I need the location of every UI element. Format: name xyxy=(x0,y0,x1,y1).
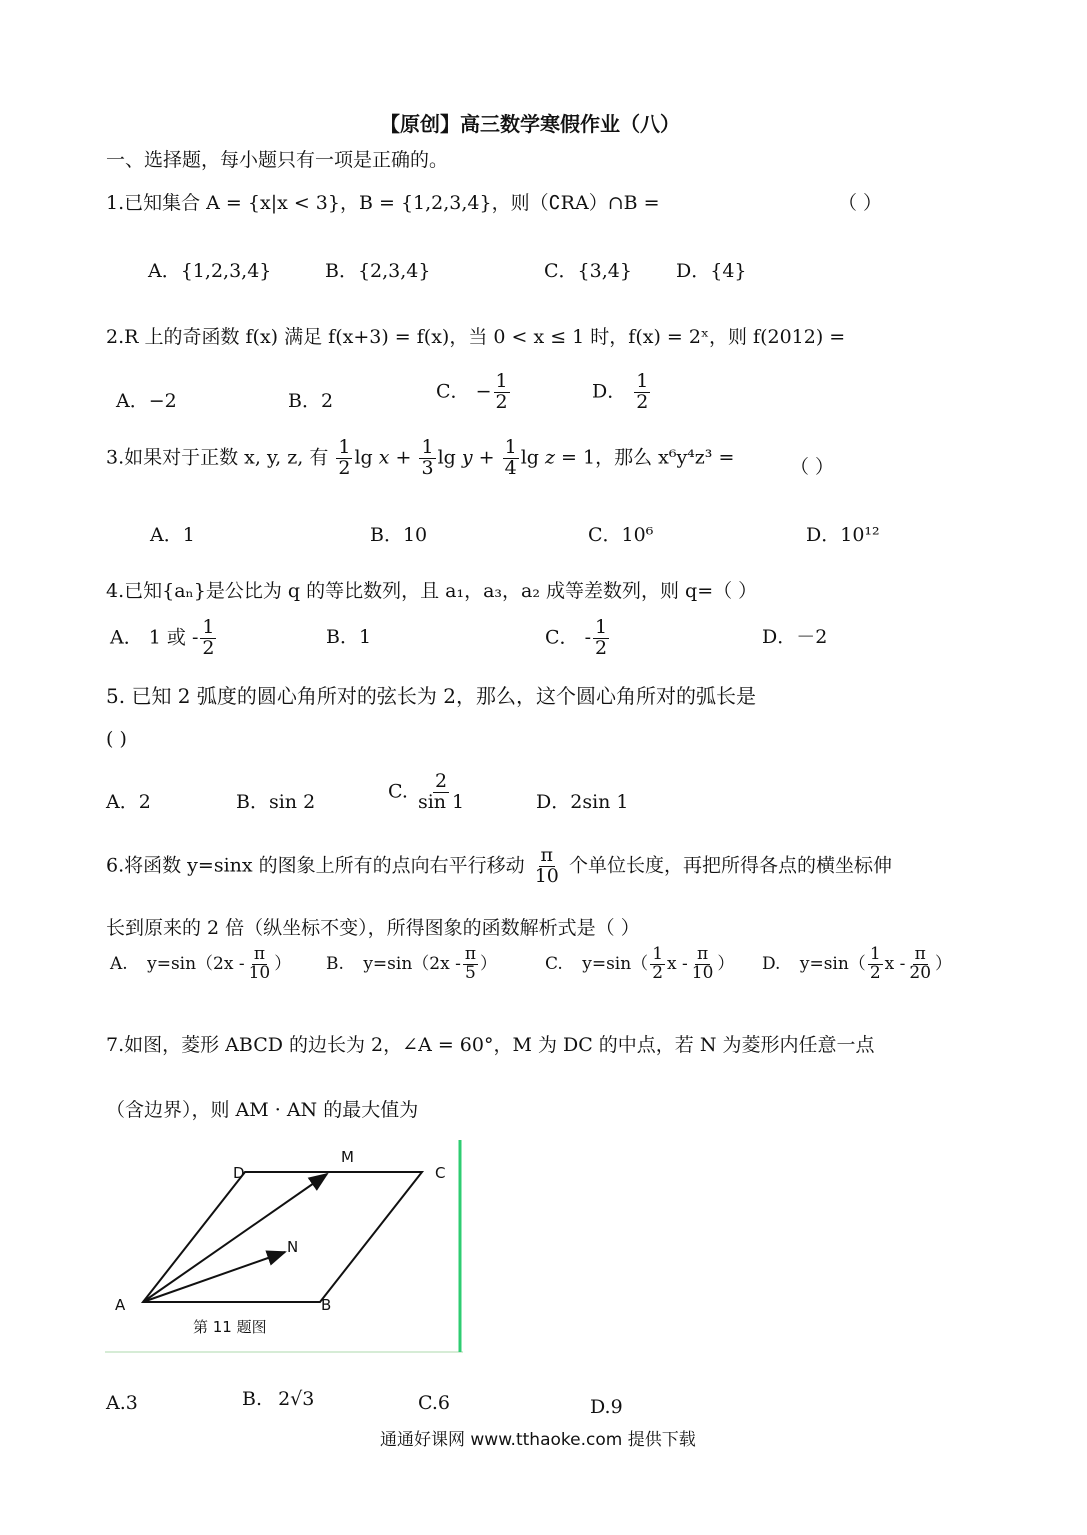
q2-option-c-label: C． xyxy=(436,380,470,403)
q6-option-a-label: A. xyxy=(110,953,128,974)
q5-option-d: D．2sin 1 xyxy=(536,791,629,813)
q1-option-c: C．{3,4} xyxy=(544,260,632,282)
label-d: D xyxy=(233,1164,245,1182)
q1-option-a: A．{1,2,3,4} xyxy=(148,260,272,282)
q6-stem-pre: 6.将函数 y=sinx 的图象上所有的点向右平行移动 xyxy=(106,854,525,877)
q6-option-a: A. y=sin（2x - $\frac{\pi}{10}$ ） xyxy=(110,944,292,983)
q1-paren: （ ） xyxy=(838,192,883,214)
label-n: N xyxy=(287,1238,299,1256)
q1-option-b: B．{2,3,4} xyxy=(325,260,431,282)
q6-stem-post: 个单位长度，再把所得各点的横坐标伸 xyxy=(568,854,892,877)
q1-stem: 1.已知集合 A = {x|x < 3}，B = {1,2,3,4}，则（∁RA）∩B = xyxy=(106,192,660,214)
q4-option-b: B．1 xyxy=(326,626,372,648)
q5-paren: ( ) xyxy=(106,728,127,750)
q6-option-d-label: D. xyxy=(762,953,781,974)
q2-option-c: C． − $\frac{1}{2}$ xyxy=(436,370,508,413)
footer-text: 通通好课网 www.tthaoke.com 提供下载 xyxy=(380,1430,696,1450)
q3-stem-post: ，那么 x⁶y⁴z³ = xyxy=(595,446,735,469)
q6-option-b-label: B. xyxy=(326,953,344,974)
q7-option-c: C.6 xyxy=(418,1392,450,1414)
q4-option-a-label: A． xyxy=(110,626,143,649)
q5-option-c-label: C. xyxy=(388,780,408,803)
q2-option-a: A．−2 xyxy=(116,390,177,412)
q4-option-c-label: C． xyxy=(545,626,579,649)
q4-option-d: D．－2 xyxy=(762,626,828,648)
q3-option-a: A．1 xyxy=(150,524,195,546)
label-a: A xyxy=(115,1296,126,1314)
q7-stem-line2: （含边界），则 AM · AN 的最大值为 xyxy=(106,1099,419,1121)
rhombus-figure xyxy=(105,1140,463,1355)
q3-option-d: D．10¹² xyxy=(806,524,880,546)
q6-option-d: D. y=sin（ $\frac{1}{2}$ x - $\frac{\pi}{20}$ ） xyxy=(762,944,953,983)
q2-option-d-label: D． xyxy=(592,380,627,403)
q3-option-c: C．10⁶ xyxy=(588,524,654,546)
q6-option-c-label: C. xyxy=(545,953,563,974)
q2-option-d: D． $\frac{1}{2}$ xyxy=(592,370,649,413)
q5-option-a: A．2 xyxy=(106,791,151,813)
rhombus-diagram xyxy=(105,1140,463,1355)
q3-paren: （ ） xyxy=(790,456,835,478)
label-b: B xyxy=(321,1296,332,1314)
q4-option-c: C． - $\frac{1}{2}$ xyxy=(545,616,608,659)
section-heading: 一、选择题，每小题只有一项是正确的。 xyxy=(106,149,449,171)
page-title: 【原创】高三数学寒假作业（八） xyxy=(380,112,680,136)
q7-stem: 7.如图，菱形 ABCD 的边长为 2，∠A = 60°，M 为 DC 的中点，若 N 为菱形内任意一点 xyxy=(106,1034,875,1056)
q5-option-c: C. $\frac{2}{\sin 1}$ xyxy=(388,770,465,813)
q4-stem: 4.已知{aₙ}是公比为 q 的等比数列，且 a₁，a₃，a₂ 成等差数列，则 q=（ ） xyxy=(106,580,758,602)
q6-stem: 6.将函数 y=sinx 的图象上所有的点向右平行移动 $\frac{\pi}{10}$ 个单位长度，再把所得各点的横坐标伸 xyxy=(106,844,892,887)
q7-option-a: A.3 xyxy=(106,1392,138,1414)
q1-option-d: D．{4} xyxy=(676,260,747,282)
q6-option-c: C. y=sin（ $\frac{1}{2}$ x - $\frac{\pi}{10}$ ） xyxy=(545,944,735,983)
q6-option-b: B. y=sin（2x - $\frac{\pi}{5}$ ） xyxy=(326,944,498,983)
q7-option-b: B. 2√3 xyxy=(242,1388,315,1410)
q3-stem: 3.如果对于正数 x, y, z, 有 $\frac{1}{2}$ lg x + $\frac{1}{3}$ lg y + $\frac{1}{4}$ lg z = 1，那么 x⁶y⁴z³ = xyxy=(106,436,735,479)
q3-option-b: B．10 xyxy=(370,524,428,546)
q5-stem: 5. 已知 2 弧度的圆心角所对的弦长为 2，那么，这个圆心角所对的弧长是 xyxy=(106,684,756,708)
q2-option-b: B．2 xyxy=(288,390,334,412)
label-c: C xyxy=(435,1164,446,1182)
figure-caption: 第 11 题图 xyxy=(193,1318,267,1336)
q2-stem: 2.R 上的奇函数 f(x) 满足 f(x+3) = f(x)，当 0 < x ≤ 1 时，f(x) = 2ˣ，则 f(2012) = xyxy=(106,326,846,348)
q5-option-b: B．sin 2 xyxy=(236,791,316,813)
q6-stem-line2: 长到原来的 2 倍（纵坐标不变），所得图象的函数解析式是（ ） xyxy=(106,917,640,939)
q7-option-b-label: B. xyxy=(242,1388,263,1410)
q7-option-d: D.9 xyxy=(590,1396,623,1418)
q4-option-a: A． 1 或 - $\frac{1}{2}$ xyxy=(110,616,215,659)
label-m: M xyxy=(341,1148,354,1166)
q3-stem-pre: 3.如果对于正数 x, y, z, 有 xyxy=(106,446,329,469)
